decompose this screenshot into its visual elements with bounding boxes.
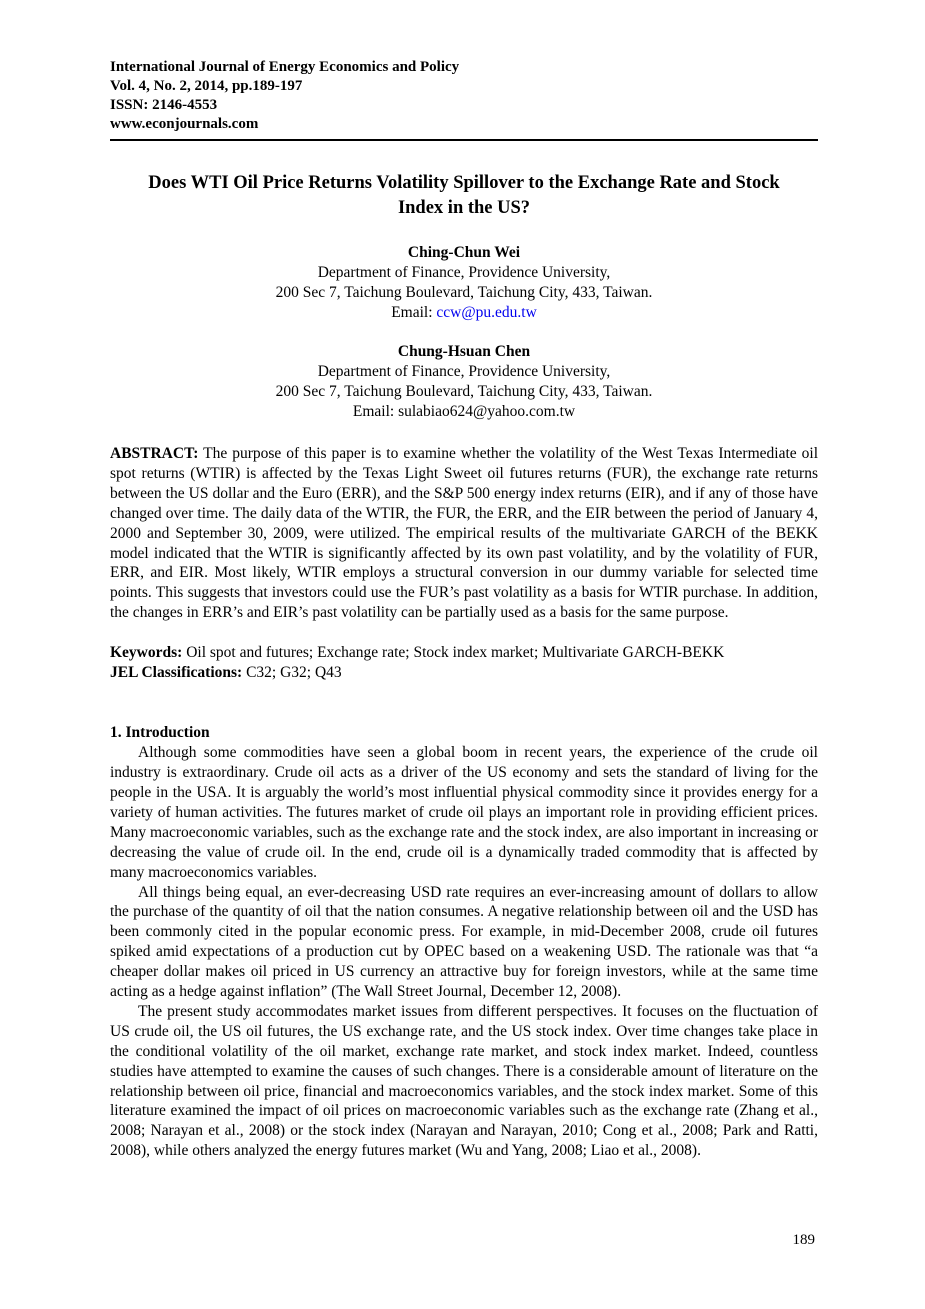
keywords-text: Oil spot and futures; Exchange rate; Stock index market; Multivariate GARCH-BEKK [186,644,725,662]
journal-header [110,58,818,134]
abstract-text: The purpose of this paper is to examine whether the volatility of the West Texas Intermediate oil spot returns (WTIR) is affected by the Texas Light Sweet oil futures returns (FUR), the exchange rate returns between the US dollar and the Euro (ERR), and the S&P 500 energy index returns (EIR), and if any of those have changed over time. The daily data of the WTIR, the FUR, the ERR, and the EIR between the period of January 4, 2000 and September 30, 2009, were utilized. The empirical results of the multivariate GARCH of the BEKK model indicated that the WTIR is significantly affected by its own past volatility, and by the volatility of FUR, ERR, and EIR. Most likely, WTIR employs a structural conversion in our dummy variable for selected time points. This suggests that investors could use the FUR’s past volatility as a basis for WTIR purchase. In addition, the changes in ERR’s and EIR’s past volatility can be partially used as a basis for the same purpose. [110,445,818,622]
author-1-name: Ching-Chun Wei [407,244,521,261]
journal-name: International Journal of Energy Economics and Policy [110,59,460,75]
intro-paragraph-1: Although some commodities have seen a global boom in recent years, the experience of the crude oil industry is extraordinary. Crude oil acts as a driver of the US economy and sets the standard of living for the people in the USA. It is arguably the world’s most influential physical commodity since it provides energy for a variety of human activities. The futures market of crude oil plays an important role in providing efficient prices. Many macroeconomic variables, such as the exchange rate and the stock index, are also important in increasing or decreasing the value of crude oil. In the end, crude oil is a dynamically traded commodity that is affected by many macroeconomics variables. [110,744,819,881]
author-block-1 [110,243,818,323]
keywords-label: Keywords: [110,644,183,662]
author-1-email-line [110,303,818,323]
jel-text: C32; G32; Q43 [246,664,342,682]
author-1-email-link[interactable]: ccw@pu.edu.tw [436,304,537,321]
author-1-affiliation: Department of Finance, Providence University, [317,264,611,281]
author-2-address: 200 Sec 7, Taichung Boulevard, Taichung City, 433, Taiwan. [275,383,653,400]
jel-line [110,663,818,683]
header-divider [110,139,818,141]
journal-issn: ISSN: 2146-4553 [110,97,218,113]
page-number: 189 [792,1232,815,1248]
keywords-line [110,643,818,663]
intro-paragraph-2: All things being equal, an ever-decreasing USD rate requires an ever-increasing amount of dollars to allow the purchase of the quantity of oil that the nation consumes. A negative relationship between oil and the USD has been commonly cited in the popular economic press. For example, in mid-December 2008, crude oil futures spiked amid expectations of a production cut by OPEC based on a weakening USD. The rationale was that “a cheaper dollar makes oil priced in US currency an attractive buy for foreign investors, while at the same time acting as a hedge against inflation” (The Wall Street Journal, December 12, 2008). [110,883,818,1001]
abstract-label: ABSTRACT: [110,445,199,462]
author-2-name: Chung-Hsuan Chen [397,343,531,360]
jel-label: JEL Classifications: [110,664,243,682]
author-2-affiliation: Department of Finance, Providence University, [317,363,611,380]
journal-website: www.econjournals.com [110,116,259,132]
author-block-2 [110,342,818,422]
intro-paragraph-3: The present study accommodates market issues from different perspectives. It focuses on the fluctuation of US crude oil, the US oil futures, the US exchange rate, and the US stock index. Over time changes take place in the conditional volatility of the oil market, exchange rate market, and stock index market. Indeed, countless studies have attempted to examine the causes of such changes. There is a considerable amount of literature on the relationship between oil price, financial and macroeconomics variables, and the stock index market. Some of this literature examined the impact of oil prices on macroeconomic variables such as the exchange rate (Zhang et al., 2008; Narayan et al., 2008) or the stock index (Narayan and Narayan, 2010; Cong et al., 2008; Park and Ratti, 2008), while others analyzed the energy futures market (Wu and Yang, 2008; Liao et al., 2008). [110,1002,818,1160]
author-2-email-label: Email: [352,403,395,420]
journal-volume: Vol. 4, No. 2, 2014, pp.189-197 [110,78,303,94]
abstract [110,444,818,623]
author-2-email-line [110,402,818,422]
author-1-address: 200 Sec 7, Taichung Boulevard, Taichung City, 433, Taiwan. [275,284,653,301]
section-heading-introduction: 1. Introduction [110,724,210,742]
paper-title: Does WTI Oil Price Returns Volatility Spillover to the Exchange Rate and Stock Index in the US? [148,173,780,218]
author-1-email-label: Email: [391,304,433,321]
keywords-jel-block [110,643,818,683]
author-2-email: sulabiao624@yahoo.com.tw [398,403,576,420]
